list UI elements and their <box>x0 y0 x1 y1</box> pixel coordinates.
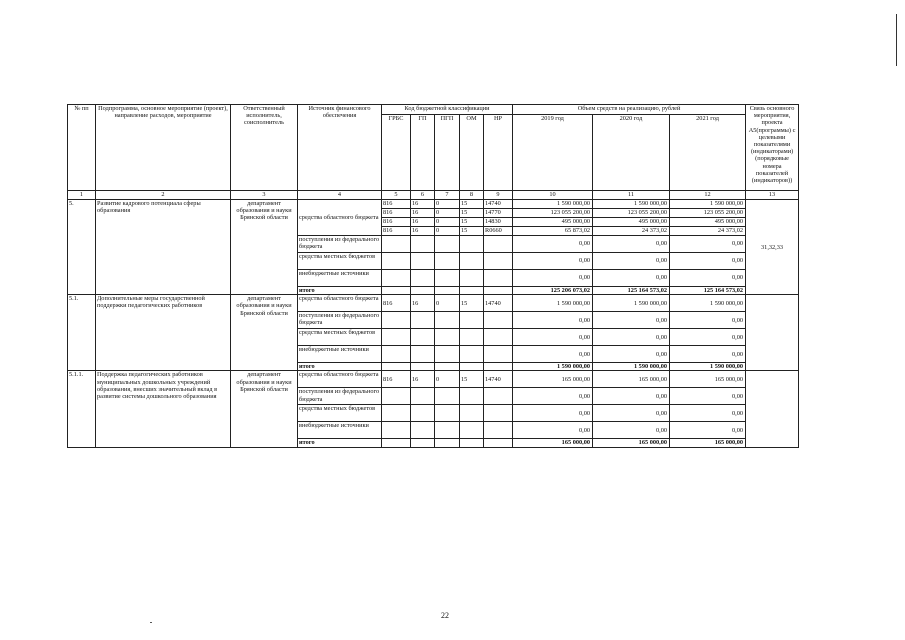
code-pgp: 0 <box>435 295 460 312</box>
code-pgp: 0 <box>435 371 460 388</box>
code-empty <box>460 236 484 253</box>
col-number: 9 <box>484 191 513 200</box>
col-number: 12 <box>670 191 746 200</box>
amount-2021: 1 590 000,00 <box>670 295 746 312</box>
total-2020: 1 590 000,00 <box>593 363 670 371</box>
code-empty <box>484 363 513 371</box>
code-empty <box>460 439 484 447</box>
code-empty <box>484 405 513 422</box>
column-numbers-row <box>68 191 799 200</box>
total-2021: 165 000,00 <box>670 439 746 447</box>
amount-2021: 0,00 <box>670 312 746 329</box>
amount-2021: 0,00 <box>670 388 746 405</box>
code-empty <box>435 312 460 329</box>
header-no: № пп <box>68 105 96 191</box>
col-number: 3 <box>231 191 298 200</box>
amount-2021: 0,00 <box>670 405 746 422</box>
total-2019: 125 206 073,02 <box>513 287 593 295</box>
amount-2020: 0,00 <box>593 388 670 405</box>
code-grbs: 816 <box>382 218 411 227</box>
col-number: 5 <box>382 191 411 200</box>
code-grbs: 816 <box>382 209 411 218</box>
amount-2020: 165 000,00 <box>593 371 670 388</box>
code-empty <box>484 422 513 439</box>
code-empty <box>382 329 411 346</box>
total-2021: 125 164 573,02 <box>670 287 746 295</box>
header-nr: НР <box>484 115 513 191</box>
amount-2019: 0,00 <box>513 388 593 405</box>
code-empty <box>411 363 435 371</box>
code-empty <box>435 236 460 253</box>
amount-2021: 495 000,00 <box>670 218 746 227</box>
col-number: 6 <box>411 191 435 200</box>
code-empty <box>460 405 484 422</box>
code-empty <box>411 287 435 295</box>
total-label: итого <box>298 439 382 447</box>
header-om: ОМ <box>460 115 484 191</box>
code-empty <box>382 422 411 439</box>
header-grbs: ГРБС <box>382 115 411 191</box>
amount-2020: 0,00 <box>593 312 670 329</box>
code-om: 15 <box>460 295 484 312</box>
code-pgp: 0 <box>435 227 460 236</box>
code-empty <box>460 422 484 439</box>
header-gp: ГП <box>411 115 435 191</box>
amount-2019: 0,00 <box>513 422 593 439</box>
funding-source: внебюджетные источники <box>298 270 382 287</box>
code-empty <box>411 253 435 270</box>
amount-2019: 65 873,02 <box>513 227 593 236</box>
code-nr: R0660 <box>484 227 513 236</box>
code-empty <box>460 312 484 329</box>
funding-source: средства местных бюджетов <box>298 405 382 422</box>
funding-source: внебюджетные источники <box>298 422 382 439</box>
code-pgp: 0 <box>435 200 460 209</box>
amount-2019: 0,00 <box>513 405 593 422</box>
header-responsible: Ответственный исполнитель, соисполнитель <box>231 105 298 191</box>
code-empty <box>484 270 513 287</box>
responsible-executor: департамент образования и науки Брянской области <box>231 295 298 371</box>
code-nr: 14830 <box>484 218 513 227</box>
indicator-link <box>746 371 799 447</box>
margin-line <box>896 14 897 66</box>
code-empty <box>411 329 435 346</box>
code-empty <box>460 346 484 363</box>
amount-2020: 0,00 <box>593 346 670 363</box>
code-empty <box>382 236 411 253</box>
header-name: Подпрограмма, основное мероприятие (проект), направление расходов, мероприятие <box>96 105 231 191</box>
code-empty <box>411 405 435 422</box>
col-number: 11 <box>593 191 670 200</box>
code-empty <box>435 270 460 287</box>
amount-2021: 123 055 200,00 <box>670 209 746 218</box>
table-row <box>68 295 799 312</box>
col-number: 10 <box>513 191 593 200</box>
scan-mark <box>150 622 152 623</box>
code-empty <box>435 287 460 295</box>
responsible-executor: департамент образования и науки Брянской области <box>231 371 298 447</box>
code-empty <box>460 329 484 346</box>
code-grbs: 816 <box>382 295 411 312</box>
code-empty <box>435 405 460 422</box>
code-om: 15 <box>460 227 484 236</box>
amount-2020: 0,00 <box>593 253 670 270</box>
responsible-executor: департамент образования и науки Брянской области <box>231 200 298 295</box>
funding-source: поступления из федерального бюджета <box>298 236 382 253</box>
funding-source: поступления из федерального бюджета <box>298 388 382 405</box>
code-om: 15 <box>460 218 484 227</box>
code-empty <box>382 405 411 422</box>
code-gp: 16 <box>411 295 435 312</box>
code-empty <box>460 363 484 371</box>
code-empty <box>484 236 513 253</box>
row-number: 5.1.1. <box>68 371 96 447</box>
header-year-2021: 2021 год <box>670 115 746 191</box>
code-empty <box>382 287 411 295</box>
code-om: 15 <box>460 200 484 209</box>
total-label: итого <box>298 287 382 295</box>
amount-2020: 1 590 000,00 <box>593 295 670 312</box>
activity-name: Развитие кадрового потенциала сферы образования <box>96 200 231 295</box>
amount-2019: 123 055 200,00 <box>513 209 593 218</box>
amount-2021: 0,00 <box>670 270 746 287</box>
total-2021: 1 590 000,00 <box>670 363 746 371</box>
code-grbs: 816 <box>382 200 411 209</box>
table-row <box>68 371 799 388</box>
funding-source: внебюджетные источники <box>298 346 382 363</box>
code-empty <box>460 388 484 405</box>
amount-2019: 1 590 000,00 <box>513 295 593 312</box>
indicator-link: 31,32,33 <box>746 200 799 295</box>
col-number: 4 <box>298 191 382 200</box>
funding-source: средства областного бюджета <box>298 295 382 312</box>
header-source: Источник финансового обеспечения <box>298 105 382 191</box>
amount-2019: 165 000,00 <box>513 371 593 388</box>
code-empty <box>382 312 411 329</box>
code-empty <box>382 270 411 287</box>
amount-2019: 1 590 000,00 <box>513 200 593 209</box>
amount-2021: 0,00 <box>670 346 746 363</box>
header-pgp: ПГП <box>435 115 460 191</box>
code-empty <box>460 270 484 287</box>
amount-2020: 0,00 <box>593 236 670 253</box>
code-empty <box>411 422 435 439</box>
code-nr: 14740 <box>484 200 513 209</box>
amount-2019: 0,00 <box>513 329 593 346</box>
code-om: 15 <box>460 209 484 218</box>
code-empty <box>460 253 484 270</box>
amount-2021: 0,00 <box>670 329 746 346</box>
budget-table <box>67 104 799 448</box>
amount-2020: 0,00 <box>593 422 670 439</box>
code-empty <box>382 363 411 371</box>
row-number: 5.1. <box>68 295 96 371</box>
col-number: 2 <box>96 191 231 200</box>
funding-source: средства областного бюджета <box>298 371 382 388</box>
col-number: 1 <box>68 191 96 200</box>
code-pgp: 0 <box>435 209 460 218</box>
code-empty <box>435 363 460 371</box>
code-empty <box>382 388 411 405</box>
code-grbs: 816 <box>382 371 411 388</box>
code-empty <box>411 439 435 447</box>
total-2020: 125 164 573,02 <box>593 287 670 295</box>
amount-2021: 24 373,02 <box>670 227 746 236</box>
code-empty <box>411 388 435 405</box>
indicator-link <box>746 295 799 371</box>
amount-2021: 0,00 <box>670 236 746 253</box>
code-nr: 14770 <box>484 209 513 218</box>
funding-source: средства местных бюджетов <box>298 253 382 270</box>
amount-2020: 1 590 000,00 <box>593 200 670 209</box>
code-empty <box>435 422 460 439</box>
code-gp: 16 <box>411 200 435 209</box>
total-2019: 165 000,00 <box>513 439 593 447</box>
code-empty <box>382 346 411 363</box>
code-empty <box>484 287 513 295</box>
code-gp: 16 <box>411 371 435 388</box>
code-empty <box>435 253 460 270</box>
amount-2020: 0,00 <box>593 329 670 346</box>
code-grbs: 816 <box>382 227 411 236</box>
amount-2020: 123 055 200,00 <box>593 209 670 218</box>
code-empty <box>411 270 435 287</box>
code-empty <box>460 287 484 295</box>
code-empty <box>484 346 513 363</box>
code-empty <box>411 236 435 253</box>
code-empty <box>484 388 513 405</box>
amount-2019: 495 000,00 <box>513 218 593 227</box>
amount-2020: 24 373,02 <box>593 227 670 236</box>
col-number: 7 <box>435 191 460 200</box>
funding-source: средства областного бюджета <box>298 200 382 236</box>
activity-name: Дополнительные меры государственной поддержки педагогических работников <box>96 295 231 371</box>
code-empty <box>484 439 513 447</box>
col-number: 13 <box>746 191 799 200</box>
total-2019: 1 590 000,00 <box>513 363 593 371</box>
code-gp: 16 <box>411 218 435 227</box>
amount-2021: 0,00 <box>670 422 746 439</box>
code-empty <box>484 329 513 346</box>
code-nr: 14740 <box>484 295 513 312</box>
header-volume-group: Объем средств на реализацию, рублей <box>513 105 746 115</box>
table-row <box>68 200 799 209</box>
code-empty <box>435 439 460 447</box>
amount-2020: 0,00 <box>593 405 670 422</box>
funding-source: средства местных бюджетов <box>298 329 382 346</box>
total-label: итого <box>298 363 382 371</box>
code-empty <box>382 439 411 447</box>
code-nr: 14740 <box>484 371 513 388</box>
amount-2021: 0,00 <box>670 253 746 270</box>
code-empty <box>411 346 435 363</box>
header-code-group: Код бюджетной классификации <box>382 105 513 115</box>
col-number: 8 <box>460 191 484 200</box>
amount-2019: 0,00 <box>513 312 593 329</box>
code-empty <box>484 312 513 329</box>
amount-2021: 1 590 000,00 <box>670 200 746 209</box>
header-year-2019: 2019 год <box>513 115 593 191</box>
amount-2021: 165 000,00 <box>670 371 746 388</box>
code-gp: 16 <box>411 209 435 218</box>
amount-2019: 0,00 <box>513 270 593 287</box>
code-empty <box>435 329 460 346</box>
amount-2020: 0,00 <box>593 270 670 287</box>
code-gp: 16 <box>411 227 435 236</box>
page-number: 22 <box>441 611 449 620</box>
code-empty <box>382 253 411 270</box>
amount-2019: 0,00 <box>513 346 593 363</box>
amount-2019: 0,00 <box>513 253 593 270</box>
code-empty <box>435 346 460 363</box>
header-link: Связь основного мероприятия, проекта А5(программы) с целевыми показателями (индикаторами) (порядковые номера показателей (индикаторов)) <box>746 105 799 191</box>
amount-2020: 495 000,00 <box>593 218 670 227</box>
code-pgp: 0 <box>435 218 460 227</box>
header-year-2020: 2020 год <box>593 115 670 191</box>
activity-name: Поддержка педагогических работников муниципальных дошкольных учреждений образования, внесших значительный вклад в развитие системы дошкольного образования <box>96 371 231 447</box>
code-empty <box>484 253 513 270</box>
funding-source: поступления из федерального бюджета <box>298 312 382 329</box>
row-number: 5. <box>68 200 96 295</box>
code-empty <box>435 388 460 405</box>
total-2020: 165 000,00 <box>593 439 670 447</box>
code-om: 15 <box>460 371 484 388</box>
amount-2019: 0,00 <box>513 236 593 253</box>
code-empty <box>411 312 435 329</box>
